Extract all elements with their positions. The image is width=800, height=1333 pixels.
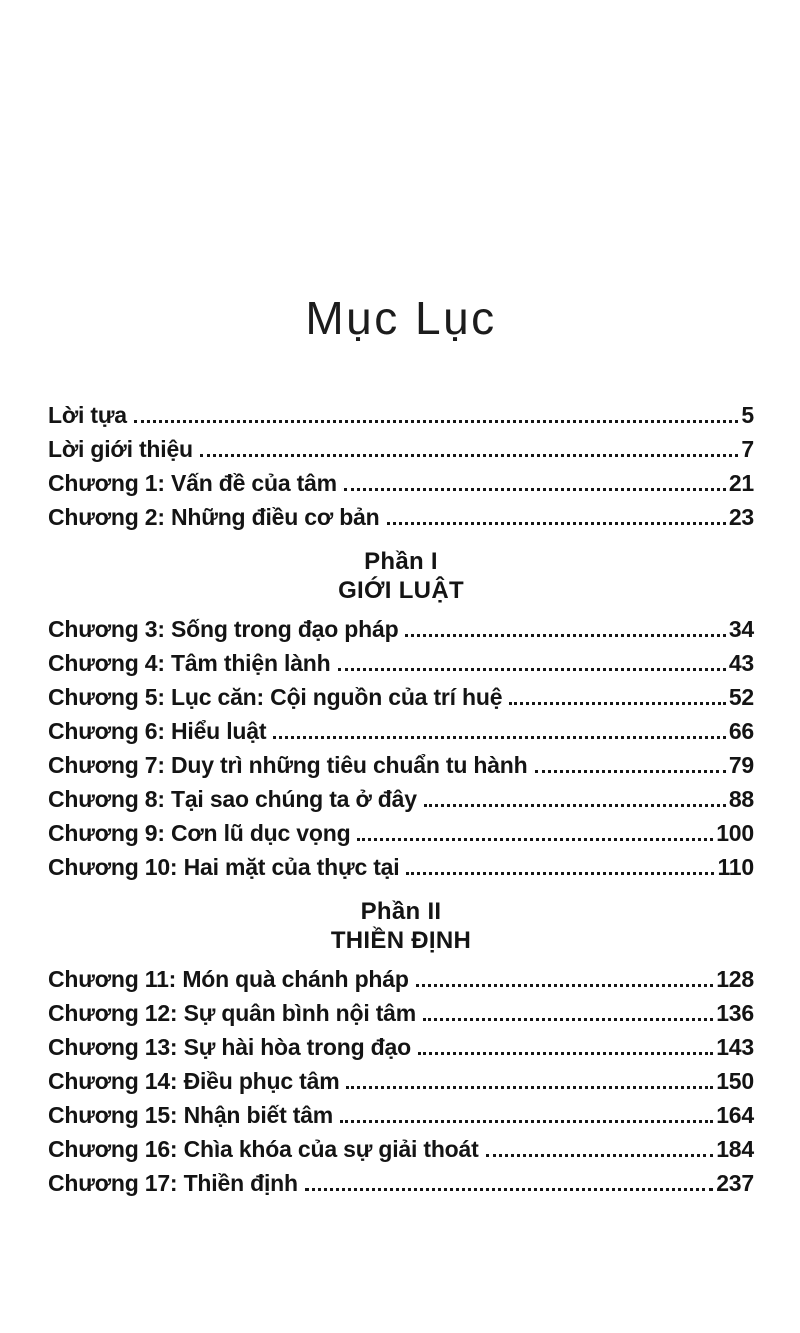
toc-entry-label: Chương 9: Cơn lũ dục vọng bbox=[48, 820, 351, 846]
table-of-contents bbox=[48, 398, 754, 1200]
dot-leader bbox=[344, 488, 726, 491]
toc-entry-page: 164 bbox=[716, 1102, 754, 1128]
dot-leader bbox=[405, 634, 725, 637]
toc-entry-page: 143 bbox=[716, 1034, 754, 1060]
toc-entry-label: Lời tựa bbox=[48, 402, 127, 428]
toc-entry-label: Chương 1: Vấn đề của tâm bbox=[48, 470, 337, 496]
toc-entry bbox=[48, 1132, 754, 1166]
toc-entry-label: Chương 15: Nhận biết tâm bbox=[48, 1102, 334, 1128]
toc-entry bbox=[48, 612, 754, 646]
toc-entry-page: 136 bbox=[716, 1000, 754, 1026]
toc-entry-page: 150 bbox=[716, 1068, 754, 1094]
toc-entry bbox=[48, 500, 754, 534]
toc-entry bbox=[48, 782, 754, 816]
dot-leader bbox=[273, 736, 725, 739]
toc-entry bbox=[48, 748, 754, 782]
toc-entry-label: Chương 7: Duy trì những tiêu chuẩn tu hành bbox=[48, 752, 528, 778]
toc-entry-page: 128 bbox=[716, 966, 754, 992]
dot-leader bbox=[305, 1188, 713, 1191]
toc-entry-label: Chương 5: Lục căn: Cội nguồn của trí huệ bbox=[48, 684, 503, 710]
dot-leader bbox=[134, 420, 739, 423]
dot-leader bbox=[424, 804, 726, 807]
toc-entry bbox=[48, 1098, 754, 1132]
toc-group-front bbox=[48, 398, 754, 534]
toc-entry-label: Lời giới thiệu bbox=[48, 436, 193, 462]
toc-entry bbox=[48, 962, 754, 996]
toc-entry bbox=[48, 432, 754, 466]
toc-entry bbox=[48, 996, 754, 1030]
toc-entry-page: 43 bbox=[728, 650, 754, 676]
toc-entry bbox=[48, 714, 754, 748]
toc-entry-page: 184 bbox=[716, 1136, 754, 1162]
toc-entry bbox=[48, 1064, 754, 1098]
toc-entry bbox=[48, 1166, 754, 1200]
toc-entry-page: 7 bbox=[741, 436, 754, 462]
toc-entry-page: 52 bbox=[728, 684, 754, 710]
toc-entry-label: Chương 3: Sống trong đạo pháp bbox=[48, 616, 399, 642]
toc-entry bbox=[48, 646, 754, 680]
dot-leader bbox=[535, 770, 726, 773]
part-heading bbox=[48, 547, 754, 605]
toc-entry bbox=[48, 816, 754, 850]
part-heading bbox=[48, 897, 754, 955]
toc-entry-page: 237 bbox=[716, 1170, 754, 1196]
dot-leader bbox=[346, 1086, 713, 1089]
dot-leader bbox=[509, 702, 725, 705]
part-number: Phần I bbox=[364, 548, 438, 575]
toc-entry-page: 5 bbox=[741, 402, 754, 428]
part-number: Phần II bbox=[360, 898, 442, 925]
toc-entry-page: 66 bbox=[728, 718, 754, 744]
dot-leader bbox=[340, 1120, 713, 1123]
toc-entry-page: 79 bbox=[728, 752, 754, 778]
toc-entry-label: Chương 4: Tâm thiện lành bbox=[48, 650, 331, 676]
toc-group-part-1 bbox=[48, 547, 754, 884]
part-title: GIỚI LUẬT bbox=[338, 577, 464, 604]
part-title: THIỀN ĐỊNH bbox=[330, 927, 472, 954]
dot-leader bbox=[200, 454, 739, 457]
toc-entry-page: 34 bbox=[728, 616, 754, 642]
toc-entry-page: 23 bbox=[728, 504, 754, 530]
toc-entry-page: 110 bbox=[717, 854, 754, 880]
toc-entry-label: Chương 8: Tại sao chúng ta ở đây bbox=[48, 786, 417, 812]
toc-entry-label: Chương 16: Chìa khóa của sự giải thoát bbox=[48, 1136, 479, 1162]
toc-entry-label: Chương 2: Những điều cơ bản bbox=[48, 504, 380, 530]
page-title: Mục Lục bbox=[305, 292, 497, 344]
dot-leader bbox=[418, 1052, 713, 1055]
dot-leader bbox=[338, 668, 726, 671]
toc-entry-page: 21 bbox=[728, 470, 754, 496]
toc-entry-label: Chương 17: Thiền định bbox=[48, 1170, 298, 1196]
toc-entry-page: 88 bbox=[728, 786, 754, 812]
toc-entry-label: Chương 11: Món quà chánh pháp bbox=[48, 966, 409, 992]
toc-entry bbox=[48, 850, 754, 884]
toc-entry-page: 100 bbox=[716, 820, 754, 846]
toc-entry-label: Chương 10: Hai mặt của thực tại bbox=[48, 854, 400, 880]
dot-leader bbox=[387, 522, 726, 525]
toc-entry bbox=[48, 1030, 754, 1064]
dot-leader bbox=[486, 1154, 714, 1157]
toc-entry bbox=[48, 680, 754, 714]
toc-entry bbox=[48, 398, 754, 432]
dot-leader bbox=[423, 1018, 713, 1021]
toc-entry-label: Chương 14: Điều phục tâm bbox=[48, 1068, 340, 1094]
toc-entry-label: Chương 6: Hiểu luật bbox=[48, 718, 267, 744]
dot-leader bbox=[416, 984, 714, 987]
toc-entry-label: Chương 13: Sự hài hòa trong đạo bbox=[48, 1034, 411, 1060]
dot-leader bbox=[357, 838, 713, 841]
toc-entry-label: Chương 12: Sự quân bình nội tâm bbox=[48, 1000, 417, 1026]
toc-entry bbox=[48, 466, 754, 500]
dot-leader bbox=[406, 872, 714, 875]
toc-group-part-2 bbox=[48, 897, 754, 1200]
